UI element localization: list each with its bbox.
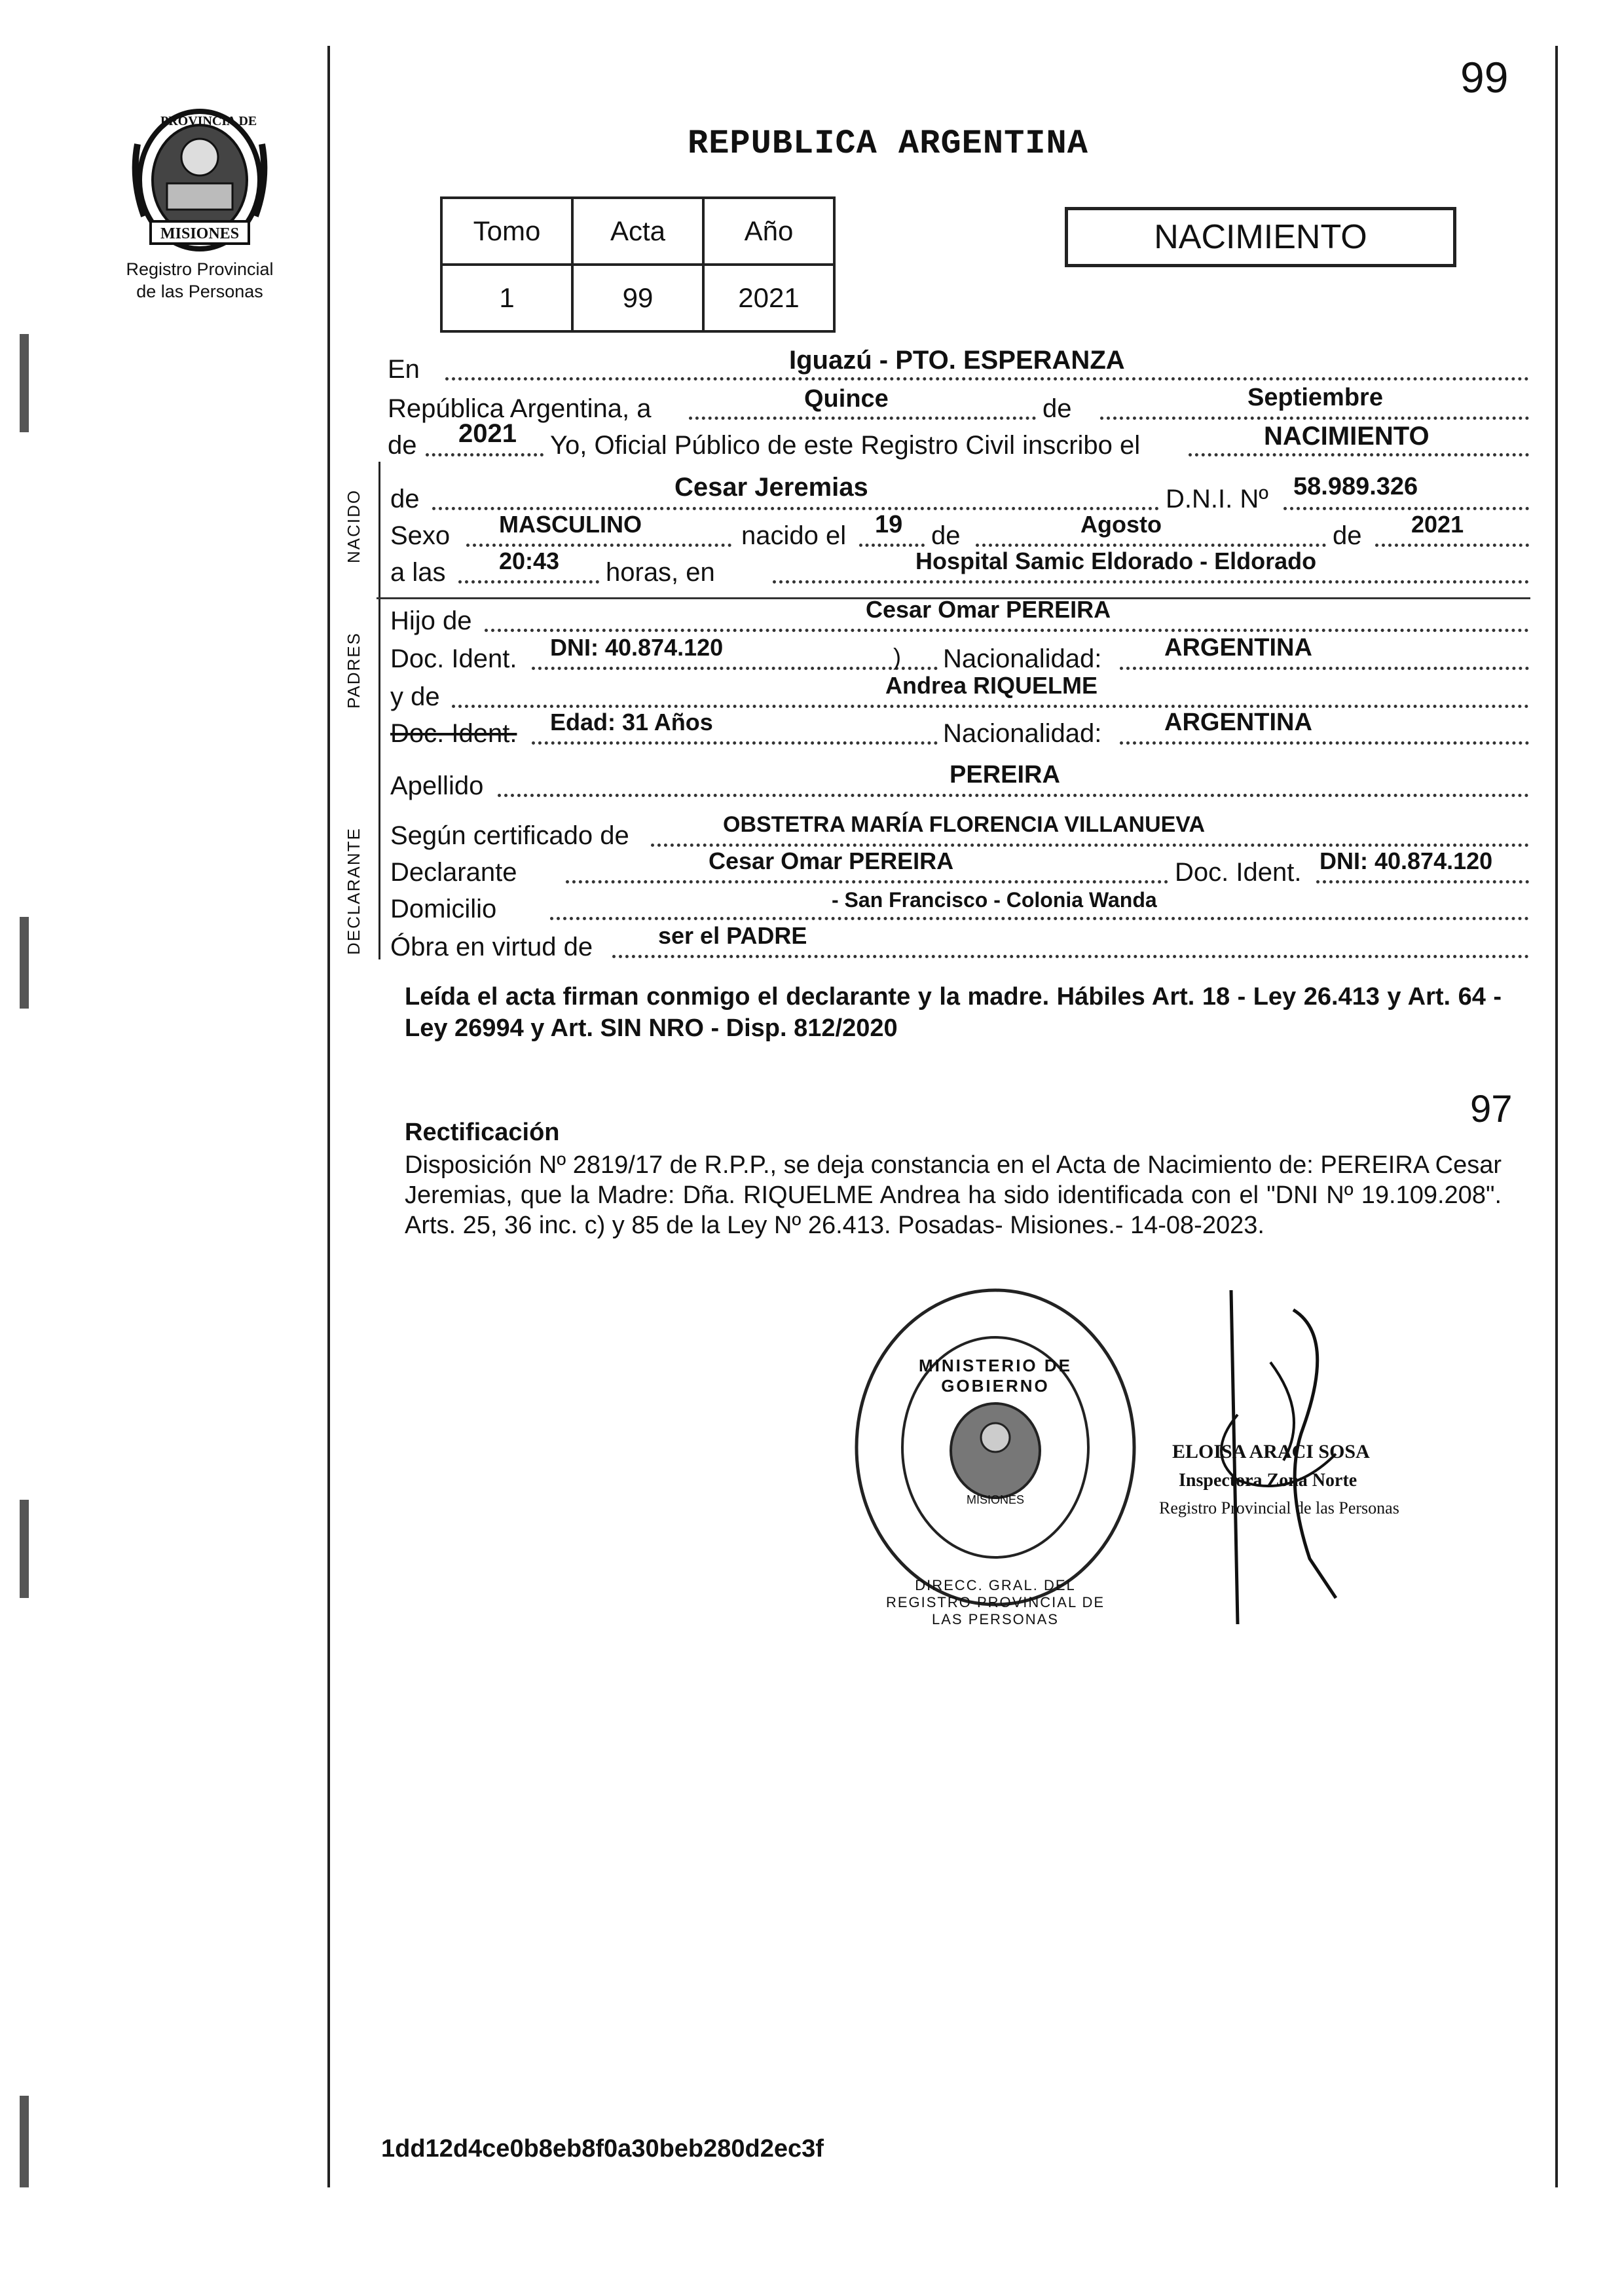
father-nationality-value: ARGENTINA xyxy=(1164,634,1312,661)
a-las-label: a las xyxy=(390,558,446,587)
dotted-line xyxy=(566,880,1168,883)
signer-role: Inspectora Zona Norte xyxy=(1179,1470,1357,1491)
dotted-line xyxy=(550,917,1529,920)
birth-place-value: Hospital Samic Eldorado - Eldorado xyxy=(915,548,1317,574)
declarante-name-value: Cesar Omar PEREIRA xyxy=(709,847,954,874)
place-value: Iguazú - PTO. ESPERANZA xyxy=(789,346,1125,375)
stamp-inner-text: MINISTERIO DE GOBIERNO xyxy=(918,1356,1072,1396)
nacionalidad-label: Nacionalidad: xyxy=(943,644,1102,673)
signer-org: Registro Provincial de las Personas xyxy=(1159,1498,1399,1517)
dni-label: D.N.I. Nº xyxy=(1166,485,1268,513)
dotted-line xyxy=(1283,507,1529,510)
seal-text-top: PROVINCIA DE xyxy=(160,114,257,128)
dotted-line xyxy=(1189,453,1529,456)
de-label: de xyxy=(1043,394,1072,423)
father-doc-mark: ) xyxy=(893,643,901,670)
dotted-line xyxy=(651,844,1529,847)
child-dni-value: 58.989.326 xyxy=(1293,473,1418,500)
dotted-line xyxy=(452,705,1529,708)
dotted-line xyxy=(1120,741,1529,745)
mother-nationality-value: ARGENTINA xyxy=(1164,709,1312,736)
registry-name-line2: de las Personas xyxy=(136,282,263,301)
sexo-label: Sexo xyxy=(390,521,451,550)
section-bracket-rule xyxy=(378,462,380,959)
dotted-line xyxy=(1100,417,1529,420)
scan-binding-mark xyxy=(20,2096,29,2187)
scan-binding-mark xyxy=(20,917,29,1009)
doc-label-struck: Doc. Ident. xyxy=(390,719,517,748)
nacido-el-label: nacido el xyxy=(741,521,847,550)
dotted-line xyxy=(689,417,1036,420)
certificado-value: OBSTETRA MARÍA FLORENCIA VILLANUEVA xyxy=(723,812,1206,837)
dotted-line xyxy=(466,544,731,547)
declarante-doc-value: DNI: 40.874.120 xyxy=(1320,847,1493,874)
scan-binding-mark xyxy=(20,334,29,432)
en-label: En xyxy=(388,355,420,384)
record-table-value: 99 xyxy=(572,265,703,331)
section-label-padres: PADRES xyxy=(344,632,363,709)
dotted-line xyxy=(532,741,938,745)
dotted-line xyxy=(498,794,1529,797)
dotted-line xyxy=(1120,667,1529,670)
rectificacion-number: 97 xyxy=(1470,1088,1513,1130)
handwritten-signature-icon xyxy=(1139,1284,1506,1650)
de-label: de xyxy=(931,521,961,550)
apellido-value: PEREIRA xyxy=(950,761,1060,789)
dotted-line xyxy=(532,667,938,670)
hijo-label: Hijo de xyxy=(390,606,472,635)
de-label: de xyxy=(388,431,417,460)
birth-year-value: 2021 xyxy=(1411,511,1464,538)
apellido-label: Apellido xyxy=(390,771,484,800)
page-number: 99 xyxy=(1460,53,1509,102)
de-label: de xyxy=(390,485,420,513)
doc-label: Doc. Ident. xyxy=(1175,858,1302,887)
dotted-line xyxy=(1316,880,1529,883)
dotted-line xyxy=(485,629,1529,632)
father-doc-value: DNI: 40.874.120 xyxy=(550,634,724,661)
record-type-box: NACIMIENTO xyxy=(1065,207,1456,267)
stamp-center-text: MISIONES xyxy=(966,1493,1024,1506)
dotted-line xyxy=(612,955,1529,958)
rectificacion-body: Disposición Nº 2819/17 de R.P.P., se deja constancia en el Acta de Nacimiento de: PEREIRA Cesar Jeremias, que la Madre: Dña. RIQUELME Andrea ha sido identificada con el "DNI Nº 19.109.208". Arts. 25, 36 inc. c) y 85 de la Ley Nº 26.413. Posadas- Misiones.- 14-08-2023. xyxy=(405,1151,1502,1239)
obra-value: ser el PADRE xyxy=(658,922,807,949)
horas-label: horas, en xyxy=(606,558,715,587)
record-table-header: Año xyxy=(703,198,834,265)
document-hash: 1dd12d4ce0b8eb8f0a30beb280d2ec3f xyxy=(381,2135,824,2163)
stamp-outer-label xyxy=(871,1577,1120,1628)
closing-statement: Leída el acta firman conmigo el declarante y la madre. Hábiles Art. 18 - Ley 26.413 y Art. 64 - Ley 26994 y Art. SIN NRO - Disp. 812/2020 xyxy=(405,983,1502,1042)
y-de-label: y de xyxy=(390,682,440,711)
certificado-label: Según certificado de xyxy=(390,821,629,850)
year-value: 2021 xyxy=(458,419,517,448)
header-title: REPUBLICA ARGENTINA xyxy=(688,124,1088,163)
obra-label: Óbra en virtud de xyxy=(390,933,593,961)
dotted-line xyxy=(773,580,1529,584)
record-table xyxy=(440,196,836,333)
country-label: República Argentina, a xyxy=(388,394,652,423)
province-seal xyxy=(124,105,275,255)
domicilio-value: - San Francisco - Colonia Wanda xyxy=(832,888,1157,912)
record-table-value: 2021 xyxy=(703,265,834,331)
domicilio-label: Domicilio xyxy=(390,895,497,923)
dotted-line xyxy=(445,377,1529,381)
declarante-label: Declarante xyxy=(390,858,517,887)
dotted-line xyxy=(458,580,599,584)
signer-name: ELOISA ARACI SOSA xyxy=(1172,1441,1370,1462)
doc-label: Doc. Ident. xyxy=(390,644,517,673)
registry-name-line1: Registro Provincial xyxy=(126,259,274,279)
dotted-line xyxy=(432,507,1159,510)
stamp-outer-label-text: DIRECC. GRAL. DEL REGISTRO PROVINCIAL DE LAS PERSONAS xyxy=(885,1577,1105,1627)
dotted-line xyxy=(976,544,1326,547)
section-label-nacido: NACIDO xyxy=(344,489,363,563)
rectificacion-title: Rectificación xyxy=(405,1119,560,1146)
act-type-value: NACIMIENTO xyxy=(1264,422,1430,451)
day-value: Quince xyxy=(804,385,889,413)
seal-text-bottom: MISIONES xyxy=(160,225,240,242)
sexo-value: MASCULINO xyxy=(499,511,642,538)
signature-block xyxy=(1139,1284,1506,1650)
left-margin-rule xyxy=(327,46,330,2187)
father-name-value: Cesar Omar PEREIRA xyxy=(866,596,1111,623)
dotted-line xyxy=(1375,544,1529,547)
mother-name-value: Andrea RIQUELME xyxy=(885,672,1098,699)
dotted-line xyxy=(426,453,544,456)
right-margin-rule xyxy=(1555,46,1558,2187)
record-table-header: Acta xyxy=(572,198,703,265)
birth-day-value: 19 xyxy=(875,511,903,538)
month-value: Septiembre xyxy=(1247,384,1383,411)
dotted-line xyxy=(859,544,925,547)
record-table-value: 1 xyxy=(441,265,572,331)
time-value: 20:43 xyxy=(499,548,560,574)
child-name-value: Cesar Jeremias xyxy=(674,473,868,502)
inscribo-label: Yo, Oficial Público de este Registro Civil inscribo el xyxy=(550,431,1141,460)
mother-age-value: Edad: 31 Años xyxy=(550,709,713,735)
de-label: de xyxy=(1333,521,1362,550)
birth-month-value: Agosto xyxy=(1080,511,1162,538)
record-table-header: Tomo xyxy=(441,198,572,265)
scan-binding-mark xyxy=(20,1500,29,1598)
official-stamp xyxy=(851,1284,1139,1627)
section-label-declarante: DECLARANTE xyxy=(344,827,363,955)
nacionalidad-label: Nacionalidad: xyxy=(943,719,1102,748)
